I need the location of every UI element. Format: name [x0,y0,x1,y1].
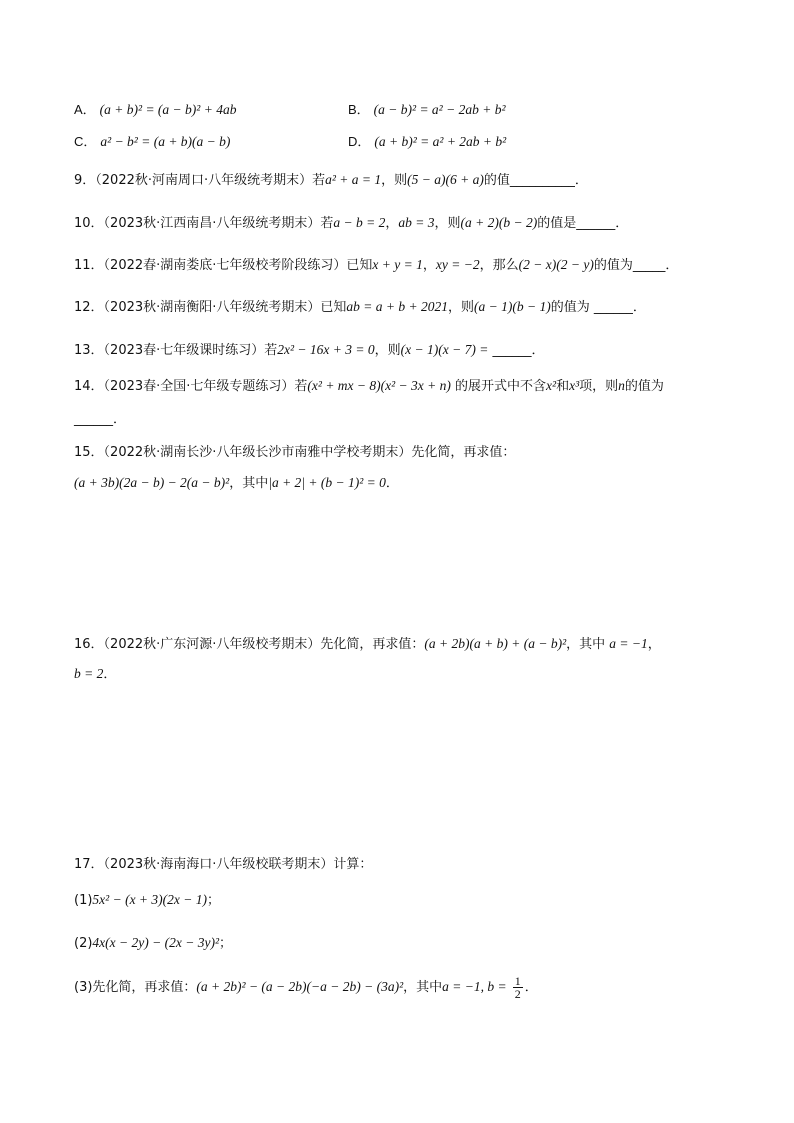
question-text: 的展开式中不含 [450,379,547,394]
question-math: 2x² − 16x + 3 = 0 [277,342,375,357]
question-math: (a + 2b)² − (a − 2b)(−a − 2b) − (3a)² [196,979,404,994]
question-math: a = −1, b = [442,979,507,994]
question-text: 和 [556,379,570,394]
question-text: ，则 [448,300,475,315]
question-text: 16．（2022秋·广东河源·八年级校考期末）先化简，再求值： [74,637,425,652]
question-text: 项，则 [579,379,619,394]
question-14 [74,376,664,397]
question-math: a² + a = 1 [325,172,382,187]
question-15 [74,443,515,463]
question-math: (x − 1)(x − 7) = [400,342,489,357]
question-math: ab = 3 [398,215,435,230]
question-text: ， [647,637,661,652]
question-text: 9．（2022秋·河南周口·八年级统考期末）若 [74,173,326,188]
question-math: 5x² − (x + 3)(2x − 1) [92,892,208,907]
choice-d[interactable] [348,132,506,153]
question-14-answer-blank [74,410,126,430]
question-text: 15．（2022秋·湖南长沙·八年级长沙市南雅中学校考期末）先化简，再求值： [74,445,516,460]
question-math: a − b = 2 [333,215,386,230]
question-text: ，则 [374,343,401,358]
question-text: ______． [488,343,545,358]
fraction-one-half [513,975,523,1000]
question-text: ，其中 [403,980,443,995]
question-math: n [618,378,625,393]
choice-expression: (a − b)² = a² − 2ab + b² [373,102,506,117]
question-math: (5 − a)(6 + a) [407,172,484,187]
question-12 [74,297,646,318]
question-text: 的值为 [624,379,664,394]
choice-b[interactable] [348,100,506,121]
question-10 [74,213,628,234]
choice-expression: (a + b)² = (a − b)² + 4ab [99,102,237,117]
question-text: 的值__________． [483,173,588,188]
part-label: (1) [74,893,93,908]
question-math: a = −1 [609,636,648,651]
question-text: ，那么 [479,258,519,273]
question-math: ab = a + b + 2021 [346,299,448,314]
question-math: (2 − x)(2 − y) [518,257,594,272]
question-math: (x² + mx − 8)(x² − 3x + n) [307,378,451,393]
question-math: (a + 2b)(a + b) + (a − b)² [424,636,567,651]
question-17-part-2 [74,933,232,954]
fraction-numerator: 1 [514,974,521,988]
question-math: |a + 2| + (b − 1)² = 0 [268,475,386,490]
part-label: (2) [74,936,93,951]
question-text: 10．（2023秋·江西南昌·八年级统考期末）若 [74,216,334,231]
question-text: 的值为_____． [593,258,679,273]
fraction-denominator: 2 [514,987,521,1001]
question-math: x³ [569,378,580,393]
question-text: ，则 [381,173,408,188]
choice-letter: A． [74,102,96,117]
question-text: ， [422,258,436,273]
choice-c[interactable] [74,132,230,153]
question-text: 12．（2023秋·湖南衡阳·八年级统考期末）已知 [74,300,347,315]
question-math: x² [546,378,557,393]
question-math: x + y = 1 [372,257,423,272]
question-text: ． [103,667,117,682]
question-text: ； [219,936,233,951]
choice-letter: D． [348,134,371,149]
question-math: (a + 2)(b − 2) [460,215,538,230]
question-16-line-2 [74,664,116,685]
question-math: (a − 1)(b − 1) [474,299,551,314]
choice-expression: a² − b² = (a + b)(a − b) [100,134,231,149]
question-13 [74,340,544,361]
question-text: ； [207,893,221,908]
choice-expression: (a + b)² = a² + 2ab + b² [374,134,507,149]
question-math: xy = −2 [435,257,480,272]
question-text: 11．（2022春·湖南娄底·七年级校考阶段练习）已知 [74,258,373,273]
question-text: 的值为 ______． [550,300,646,315]
question-11 [74,255,678,276]
part-label: (3)先化简，再求值： [74,980,197,995]
question-text: 的值是______． [537,216,629,231]
question-math: b = 2 [74,666,104,681]
question-text: ，其中 [229,476,269,491]
question-text: ， [385,216,399,231]
question-17 [74,855,372,875]
question-17-part-1 [74,890,220,911]
question-17-part-3 [74,975,538,1000]
question-text: ，则 [434,216,461,231]
question-text: 13．（2023春·七年级课时练习）若 [74,343,278,358]
choice-letter: C． [74,134,97,149]
question-text: ． [524,980,538,995]
question-16 [74,634,661,655]
question-math: 4x(x − 2y) − (2x − 3y)² [92,935,219,950]
question-text: 17．（2023秋·海南海口·八年级校联考期末）计算： [74,857,373,872]
question-math: (a + 3b)(2a − b) − 2(a − b)² [74,475,230,490]
question-15-expression [74,473,399,494]
question-text: ______． [74,412,127,427]
question-text: 14．（2023春·全国·七年级专题练习）若 [74,379,308,394]
question-text: ，其中 [566,637,610,652]
question-9 [74,170,588,191]
choice-a[interactable] [74,100,236,121]
question-text: ． [385,476,399,491]
choice-letter: B． [348,102,370,117]
